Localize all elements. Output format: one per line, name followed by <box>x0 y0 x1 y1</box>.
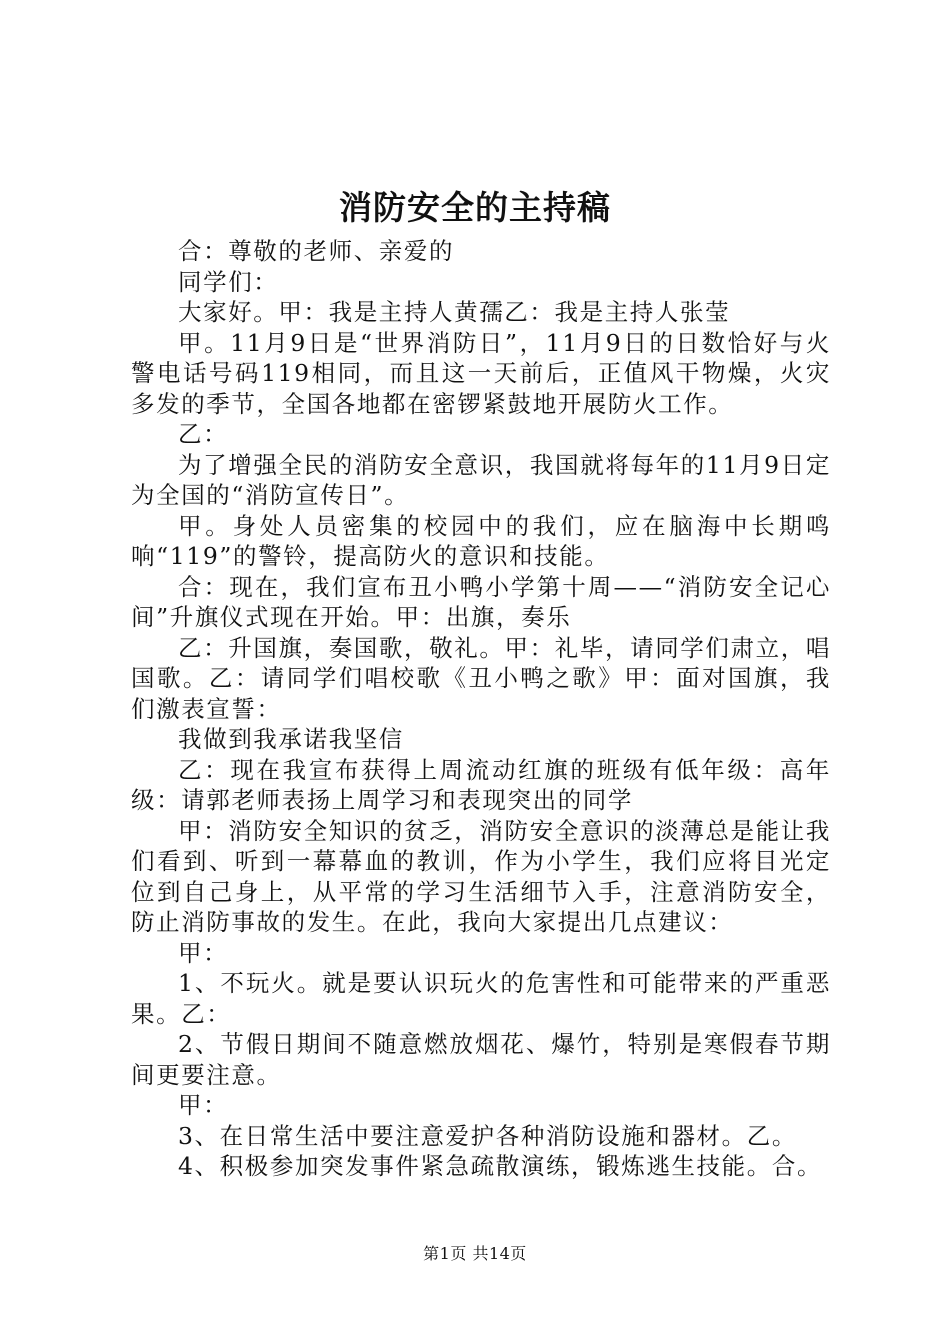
paragraph: 大家好。甲：我是主持人黄孺乙：我是主持人张莹 <box>178 298 731 326</box>
paragraph: 乙：现在我宣布获得上周流动红旗的班级有低年级：高年级：请郭老师表扬上周学习和表现突出的同学 <box>131 755 831 814</box>
document-body <box>131 236 831 1182</box>
paragraph: 甲： <box>178 1091 229 1119</box>
paragraph: 1、不玩火。就是要认识玩火的危害性和可能带来的严重恶果。乙： <box>131 969 831 1028</box>
page-footer: 第1页 共14页 <box>423 1244 527 1263</box>
page-title: 消防安全的主持稿 <box>339 188 611 227</box>
paragraph: 甲。11月9日是“世界消防日”，11月9日的日数恰好与火警电话号码119相同，而且这一天前后，正值风干物燥，火灾多发的季节，全国各地都在密锣紧鼓地开展防火工作。 <box>131 328 831 418</box>
paragraph: 甲： <box>178 938 229 967</box>
paragraph: 我做到我承诺我坚信 <box>178 725 404 753</box>
paragraph: 4、积极参加突发事件紧急疏散演练，锻炼逃生技能。合。 <box>178 1152 823 1180</box>
paragraph: 合：尊敬的老师、亲爱的 <box>178 237 455 265</box>
paragraph: 甲。身处人员密集的校园中的我们，应在脑海中长期鸣响“119”的警铃，提高防火的意识和技能。 <box>131 511 831 570</box>
paragraph: 同学们： <box>178 267 279 296</box>
paragraph: 为了增强全民的消防安全意识，我国就将每年的11月9日定为全国的“消防宣传日”。 <box>131 450 831 509</box>
paragraph: 3、在日常生活中要注意爱护各种消防设施和器材。乙。 <box>178 1121 797 1150</box>
paragraph: 2、节假日期间不随意燃放烟花、爆竹，特别是寒假春节期间更要注意。 <box>131 1030 831 1089</box>
paragraph: 甲：消防安全知识的贫乏，消防安全意识的淡薄总是能让我们看到、听到一幕幕血的教训，作为小学生，我们应将目光定位到自己身上，从平常的学习生活细节入手，注意消防安全，防止消防事故的发生。在此，我向大家提出几点建议： <box>131 816 831 936</box>
paragraph: 乙：升国旗，奏国歌，敬礼。甲：礼毕，请同学们肃立，唱国歌。乙：请同学们唱校歌《丑小鸭之歌》甲：面对国旗，我们激表宣誓： <box>131 633 831 723</box>
paragraph: 乙： <box>178 420 229 448</box>
paragraph: 合：现在，我们宣布丑小鸭小学第十周——“消防安全记心间”升旗仪式现在开始。甲：出旗，奏乐 <box>131 572 831 631</box>
